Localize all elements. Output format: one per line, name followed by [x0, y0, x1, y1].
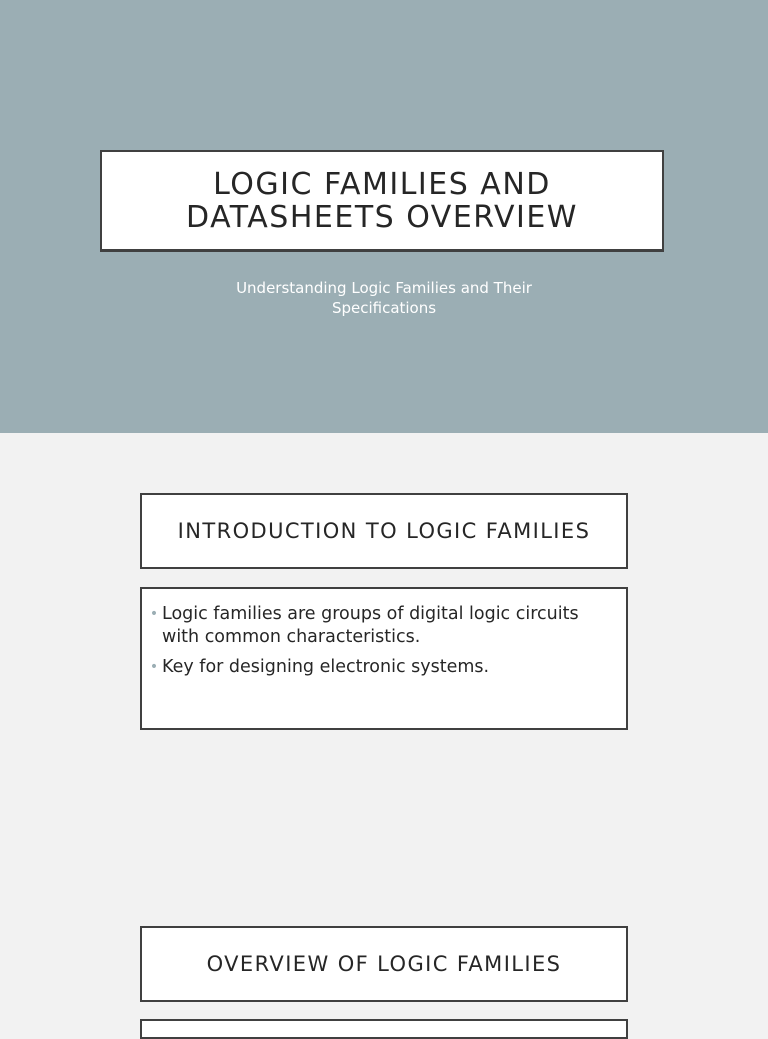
- bullet-text: Key for designing electronic systems.: [162, 657, 490, 677]
- slide-2-title-box: [140, 926, 628, 1002]
- bullet-item: [146, 656, 620, 679]
- slide-1-bullet-list: [142, 589, 626, 679]
- bullet-marker-icon: •: [149, 606, 159, 622]
- title-slide: [0, 0, 768, 433]
- slide-2-content-box: [140, 1019, 628, 1039]
- slide-1-content-box: [140, 587, 628, 730]
- slide-2-title: OVERVIEW OF LOGIC FAMILIES: [206, 952, 562, 976]
- bullet-text: Logic families are groups of digital logic circuits with common characteristics.: [162, 604, 579, 647]
- bullet-item: [146, 603, 620, 649]
- presentation-title: LOGIC FAMILIES AND DATASHEETS OVERVIEW: [186, 166, 578, 235]
- bullet-marker-icon: •: [149, 659, 159, 675]
- presentation-subtitle: Understanding Logic Families and Their Specifications: [236, 279, 532, 317]
- title-box: [100, 150, 664, 252]
- slide-1-title: INTRODUCTION TO LOGIC FAMILIES: [177, 519, 591, 543]
- slide-1-title-box: [140, 493, 628, 569]
